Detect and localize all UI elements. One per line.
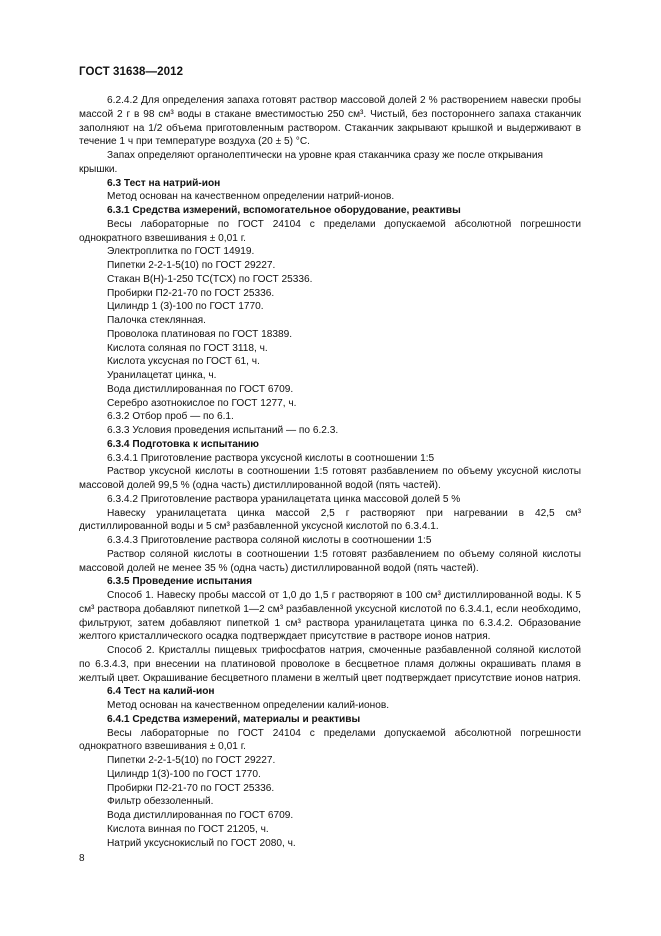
paragraph: Пробирки П2-21-70 по ГОСТ 25336. xyxy=(107,782,275,794)
document-code-header: ГОСТ 31638—2012 xyxy=(79,66,184,78)
paragraph: Вода дистиллированная по ГОСТ 6709. xyxy=(107,383,294,395)
paragraph: Навеску уранилацетата цинка массой 2,5 г растворяют при нагревании в 42,5 см³ дистиллированной воды и 5 см³ разбавленной уксусной кислотой по 6.3.4.1. xyxy=(79,507,581,533)
paragraph: Палочка стеклянная. xyxy=(107,315,206,326)
paragraph: Натрий уксуснокислый по ГОСТ 2080, ч. xyxy=(107,837,296,849)
paragraph: Раствор соляной кислоты в соотношении 1:5 готовят разбавлением по объему соляной кислоты массовой долей не менее 35 % (одна часть) дистиллированной водой (пять частей). xyxy=(79,548,581,574)
paragraph: Фильтр обеззоленный. xyxy=(107,796,214,808)
section-heading: 6.3.4 Подготовка к испытанию xyxy=(107,438,259,450)
paragraph: 6.3.4.2 Приготовление раствора уранилацетата цинка массовой долей 5 % xyxy=(107,493,461,505)
section-heading: 6.3.1 Средства измерений, вспомогательное оборудование, реактивы xyxy=(107,205,461,216)
section-heading: 6.4 Тест на калий-ион xyxy=(107,686,215,698)
paragraph: Весы лабораторные по ГОСТ 24104 с пределами допускаемой абсолютной погрешности однократного взвешивания ± 0,01 г. xyxy=(79,727,581,753)
paragraph: Серебро азотнокислое по ГОСТ 1277, ч. xyxy=(107,397,297,409)
paragraph: 6.2.4.2 Для определения запаха готовят раствор массовой долей 2 % растворением навески пробы массой 2 г в 98 см³ воды в стакане вместимостью 250 см³. Чистый, без постороннего запаха стаканчик заполняют на 1/2 объема приготовленным раствором. Стаканчик закрывают крышкой и выдерживают в течение 1 ч при температуре воздуха (20 ± 5) °С. xyxy=(79,95,581,148)
paragraph: Пипетки 2-2-1-5(10) по ГОСТ 29227. xyxy=(107,755,276,766)
paragraph: Метод основан на качественном определении калий-ионов. xyxy=(107,700,390,711)
paragraph: 6.3.3 Условия проведения испытаний — по 6.2.3. xyxy=(107,425,339,436)
paragraph: Метод основан на качественном определении натрий-ионов. xyxy=(107,191,395,203)
section-heading: 6.3 Тест на натрий-ион xyxy=(107,177,221,189)
paragraph: Электроплитка по ГОСТ 14919. xyxy=(107,246,255,258)
paragraph: Кислота винная по ГОСТ 21205, ч. xyxy=(107,823,269,835)
paragraph: Запах определяют органолептически на уровне края стаканчика сразу же после открывания крышки. xyxy=(79,150,543,175)
paragraph: Цилиндр 1(3)-100 по ГОСТ 1770. xyxy=(107,768,261,780)
paragraph: Пипетки 2-2-1-5(10) по ГОСТ 29227. xyxy=(107,260,276,271)
page-number: 8 xyxy=(79,853,85,864)
paragraph: Уранилацетат цинка, ч. xyxy=(107,370,217,381)
paragraph: Кислота уксусная по ГОСТ 61, ч. xyxy=(107,356,260,368)
paragraph: Вода дистиллированная по ГОСТ 6709. xyxy=(107,810,294,821)
paragraph: Раствор уксусной кислоты в соотношении 1:5 готовят разбавлением по объему уксусной кислоты массовой долей 99,5 % (одна часть) дистиллированной водой (пять частей). xyxy=(79,466,581,491)
paragraph: 6.3.2 Отбор проб — по 6.1. xyxy=(107,411,234,423)
paragraph: Весы лабораторные по ГОСТ 24104 с пределами допускаемой абсолютной погрешности однократного взвешивания ± 0,01 г. xyxy=(79,218,581,244)
paragraph: Кислота соляная по ГОСТ 3118, ч. xyxy=(107,342,268,354)
paragraph: Способ 2. Кристаллы пищевых трифосфатов натрия, смоченные разбавленной соляной кислотой по 6.3.4.3, при внесении на платиновой проволоке в бесцветное пламя должны окрашивать пламя в желтый цвет. Окрашивание бесцветного пламени в желтый цвет подтверждает присутствие ионов натрия. xyxy=(79,645,581,684)
paragraph: Стакан В(Н)-1-250 ТС(ТСХ) по ГОСТ 25336. xyxy=(107,273,313,285)
section-heading: 6.4.1 Средства измерений, материалы и реактивы xyxy=(107,713,361,725)
paragraph: Способ 1. Навеску пробы массой от 1,0 до 1,5 г растворяют в 100 см³ дистиллированной воды. К 5 см³ раствора добавляют пипеткой 1—2 см³ разбавленной уксусной кислотой по 6.3.4.1, если необходимо, фильтруют, затем добавляют пипеткой 1 см³ раствора уранилацетата цинка по 6.3.4.2. Образование желтого кристаллического осадка подтверждает присутствие в растворе ионов натрия. xyxy=(79,590,581,643)
paragraph: 6.3.4.1 Приготовление раствора уксусной кислоты в соотношении 1:5 xyxy=(107,452,435,464)
paragraph: Проволока платиновая по ГОСТ 18389. xyxy=(107,328,293,340)
section-heading: 6.3.5 Проведение испытания xyxy=(107,576,252,588)
paragraph: 6.3.4.3 Приготовление раствора соляной кислоты в соотношении 1:5 xyxy=(107,535,432,546)
paragraph: Цилиндр 1 (3)-100 по ГОСТ 1770. xyxy=(107,301,264,313)
document-body xyxy=(79,94,581,850)
paragraph: Пробирки П2-21-70 по ГОСТ 25336. xyxy=(107,287,275,299)
